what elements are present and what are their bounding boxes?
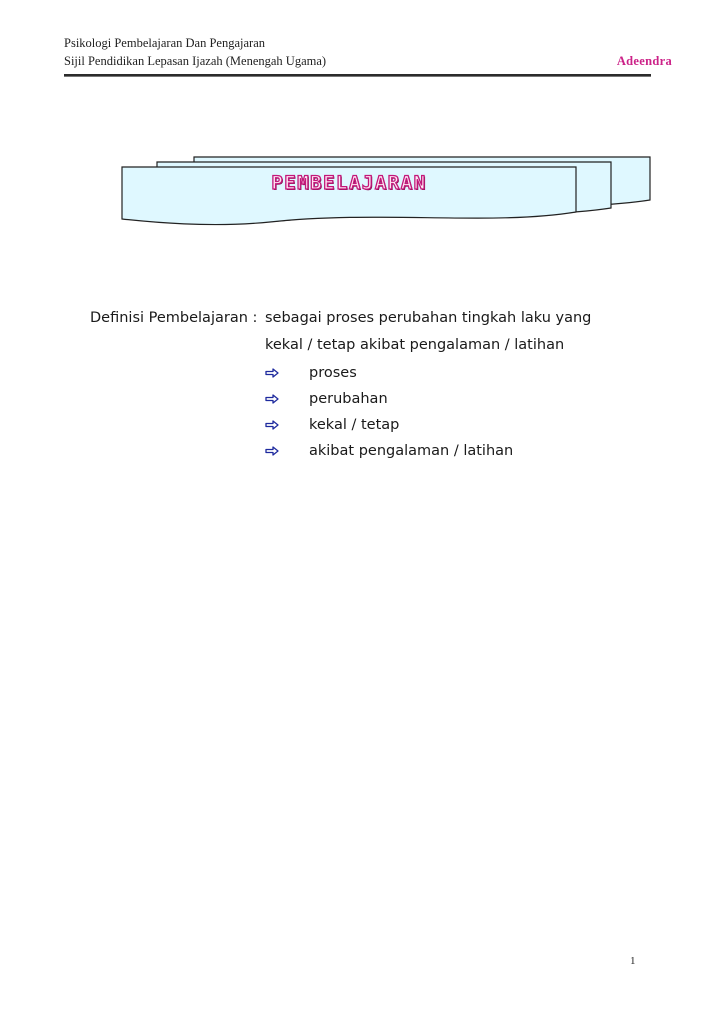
bullet-text: perubahan [309, 391, 388, 407]
author-name: Adeendra [616, 54, 672, 68]
right-arrow-icon [265, 394, 309, 404]
page-number: 1 [630, 955, 636, 967]
list-item [265, 360, 513, 386]
title-banner [0, 0, 728, 240]
list-item [265, 412, 513, 438]
definition-line-2: kekal / tetap akibat pengalaman / latihan [265, 337, 565, 353]
definition-bullet-list [265, 360, 513, 464]
list-item [265, 438, 513, 464]
bullet-text: proses [309, 365, 357, 381]
right-arrow-icon [265, 368, 309, 378]
right-arrow-icon [265, 420, 309, 430]
bullet-text: akibat pengalaman / latihan [309, 443, 514, 459]
banner-title: PEMBELAJARAN [271, 172, 427, 194]
program-title: Sijil Pendidikan Lepasan Ijazah (Menengah Ugama) [64, 54, 327, 68]
list-item [265, 386, 513, 412]
course-title: Psikologi Pembelajaran Dan Pengajaran [64, 36, 265, 50]
bullet-text: kekal / tetap [309, 417, 400, 433]
definition-term: Definisi Pembelajaran : [90, 310, 258, 326]
definition-line-1: sebagai proses perubahan tingkah laku yang [265, 310, 592, 326]
right-arrow-icon [265, 446, 309, 456]
